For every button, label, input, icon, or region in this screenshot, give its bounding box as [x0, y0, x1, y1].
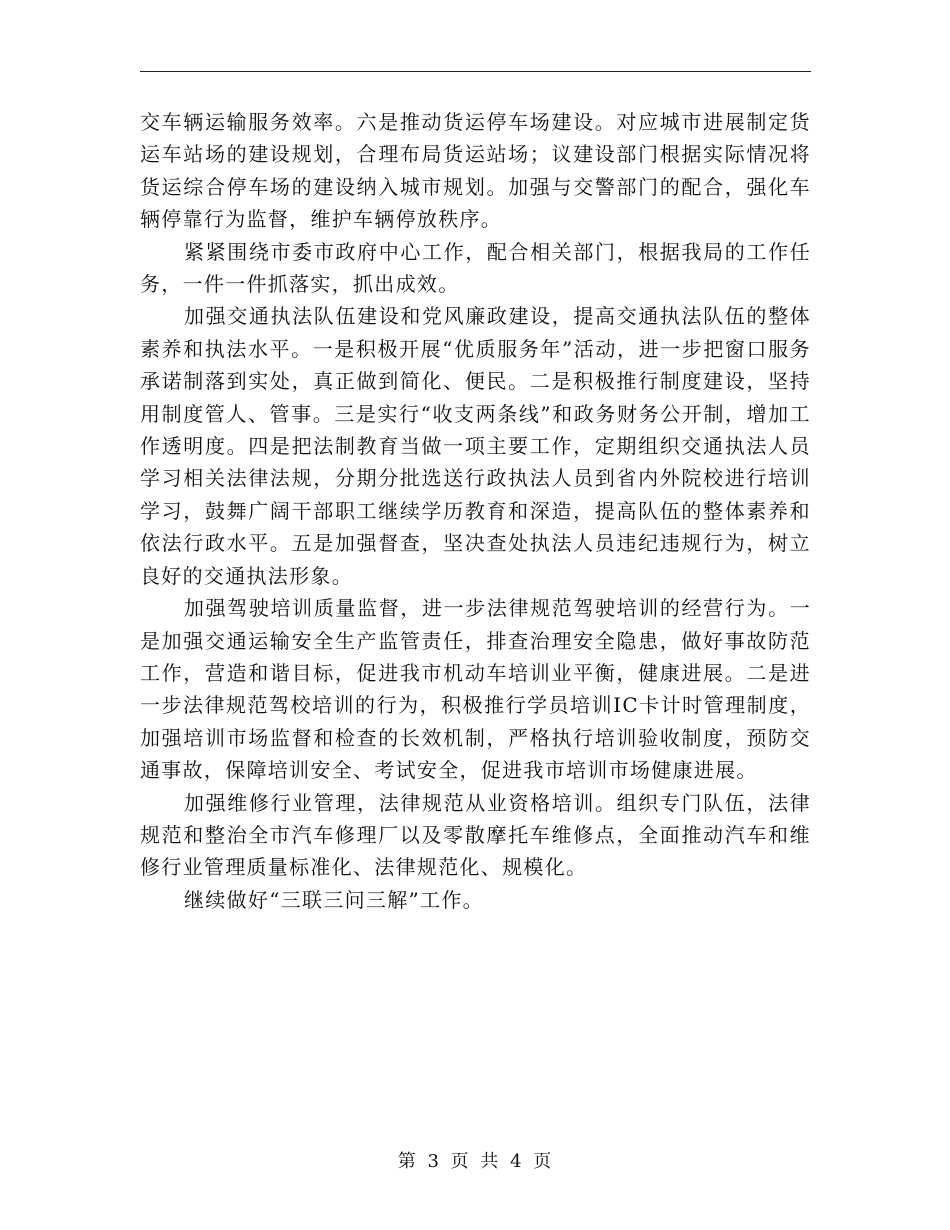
paragraph-2: 紧紧围绕市委市政府中心工作，配合相关部门，根据我局的工作任务，一件一件抓落实，抓出成效。 — [140, 239, 811, 297]
paragraph-1: 交车辆运输服务效率。六是推动货运停车场建设。对应城市进展制定货运车站场的建设规划，合理布局货运站场；议建设部门根据实际情况将货运综合停车场的建设纳入城市规划。加强与交警部门的配合，强化车辆停靠行为监督，维护车辆停放秩序。 — [140, 110, 811, 232]
document-body — [140, 106, 811, 916]
paragraph-6: 继续做好“三联三问三解”工作。 — [184, 887, 484, 912]
paragraph-5: 加强维修行业管理，法律规范从业资格培训。组织专门队伍，法律规范和整治全市汽车修理厂以及零散摩托车维修点，全面推动汽车和维修行业管理质量标准化、法律规范化、规模化。 — [140, 790, 811, 880]
paragraph-3: 加强交通执法队伍建设和党风廉政建设，提高交通执法队伍的整体素养和执法水平。一是积极开展“优质服务年”活动，进一步把窗口服务承诺制落到实处，真正做到简化、便民。二是积极推行制度建设，坚持用制度管人、管事。三是实行“收支两条线”和政务财务公开制，增加工作透明度。四是把法制教育当做一项主要工作，定期组织交通执法人员学习相关法律法规，分期分批选送行政执法人员到省内外院校进行培训学习，鼓舞广阔干部职工继续学历教育和深造，提高队伍的整体素养和依法行政水平。五是加强督查，坚决查处执法人员违纪违规行为，树立良好的交通执法形象。 — [140, 304, 811, 588]
page-number-footer: 第 3 页 共 4 页 — [397, 1151, 553, 1172]
header-rule — [140, 71, 811, 72]
paragraph-4: 加强驾驶培训质量监督，进一步法律规范驾驶培训的经营行为。一是加强交通运输安全生产监管责任，排查治理安全隐患，做好事故防范工作，营造和谐目标，促进我市机动车培训业平衡，健康进展。二是进一步法律规范驾校培训的行为，积极推行学员培训IC卡计时管理制度，加强培训市场监督和检查的长效机制，严格执行培训验收制度，预防交通事故，保障培训安全、考试安全，促进我市培训市场健康进展。 — [140, 596, 811, 783]
